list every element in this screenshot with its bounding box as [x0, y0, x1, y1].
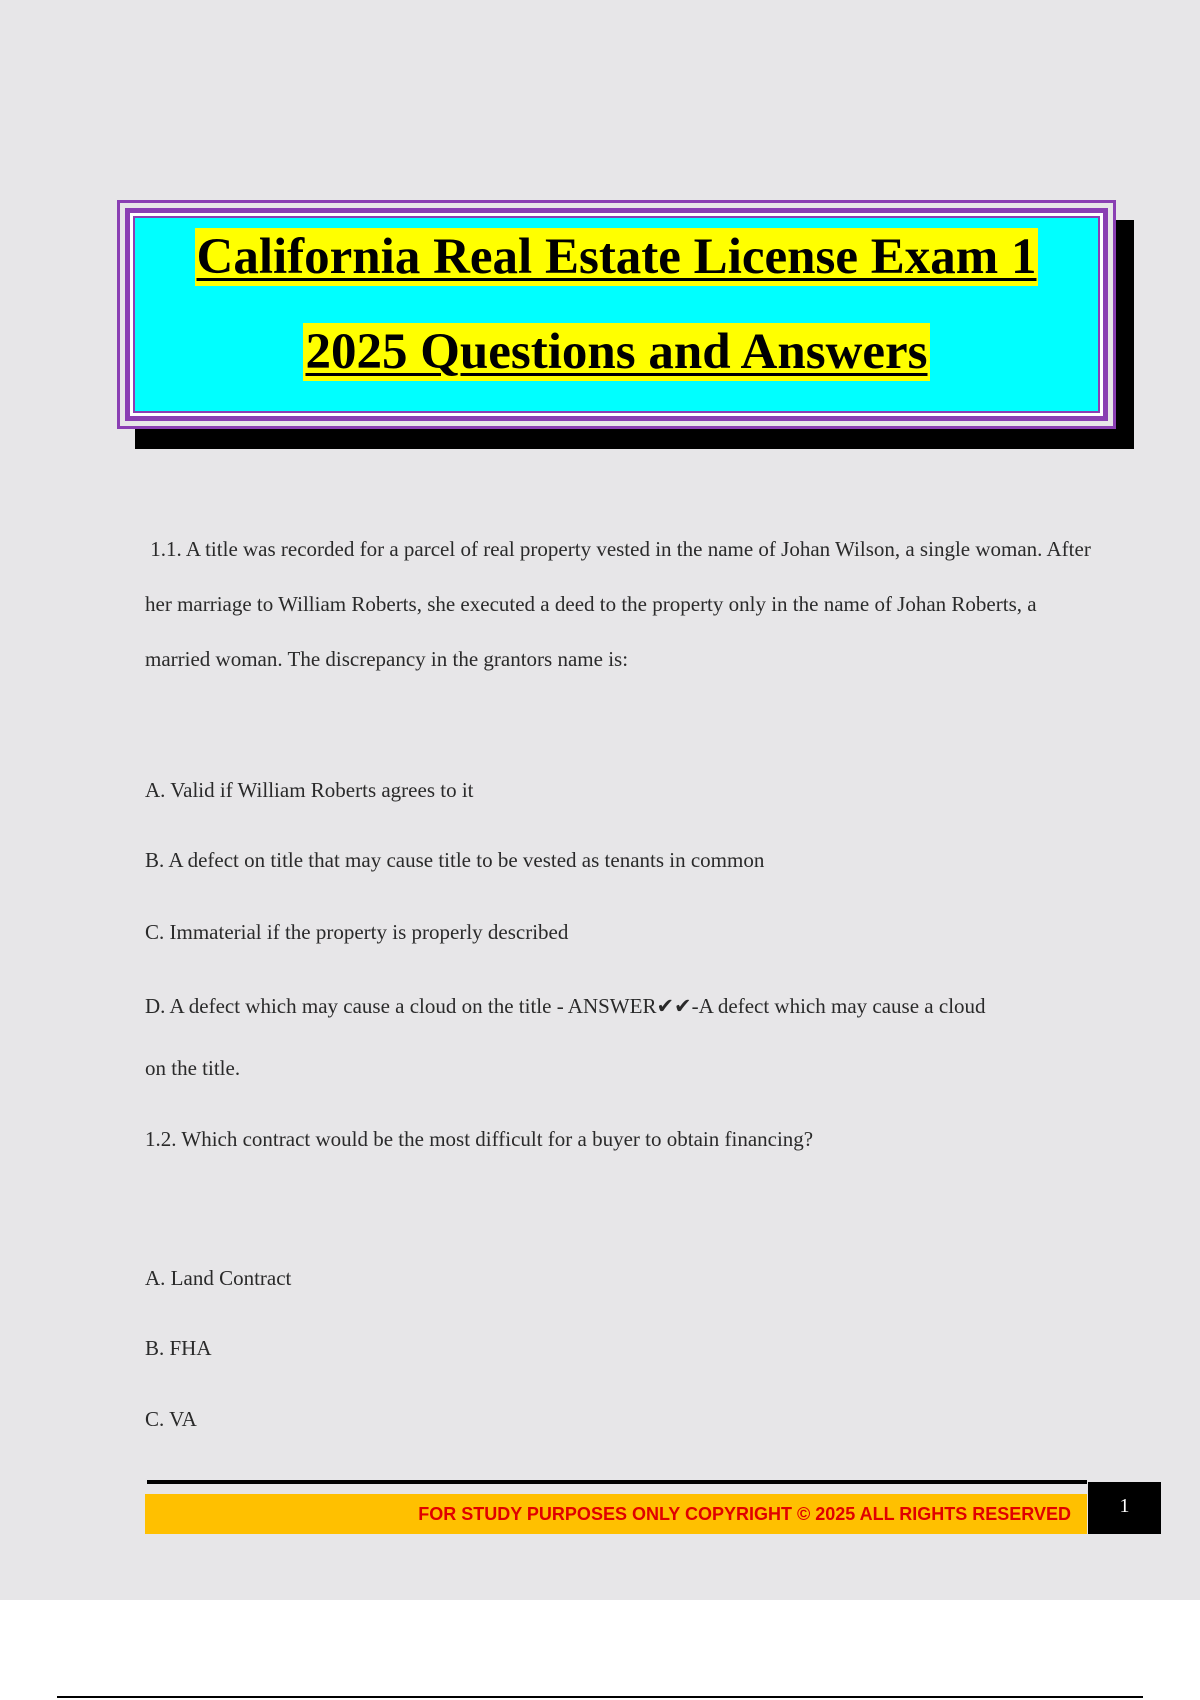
footer-copyright-bar: FOR STUDY PURPOSES ONLY COPYRIGHT © 2025 ALL RIGHTS RESERVED: [145, 1494, 1087, 1534]
page-number: 1: [1088, 1482, 1161, 1534]
question-text: A title was recorded for a parcel of real property vested in the name of Johan Wilson, a single woman. After her marriage to William Roberts, she executed a deed to the property only in the name of Johan Roberts, a married woman. The discrepancy in the grantors name is:: [145, 537, 1091, 671]
question-1-1-option-c: C. Immaterial if the property is properly described: [145, 920, 569, 944]
title-box-inner: [125, 208, 1108, 421]
question-1-2-option-c: C. VA: [145, 1407, 197, 1431]
next-page-rule: [57, 1696, 1143, 1698]
document-title-line-2: 2025 Questions and Answers: [305, 324, 928, 380]
question-1-2-option-a: A. Land Contract: [145, 1266, 292, 1290]
document-title-line-1: California Real Estate License Exam 1: [196, 229, 1037, 285]
question-number: 1.2.: [145, 1127, 177, 1151]
question-1-1-option-d: D. A defect which may cause a cloud on the title - ANSWER✔✔-A defect which may cause a cloud: [145, 994, 986, 1018]
question-1-1-option-b: B. A defect on title that may cause title to be vested as tenants in common: [145, 848, 765, 872]
title-box: [117, 200, 1116, 429]
question-1-1-answer-continuation: on the title.: [145, 1056, 241, 1080]
question-1-2-prompt: [145, 1127, 1095, 1152]
footer-rule: [147, 1480, 1087, 1484]
question-text: Which contract would be the most difficult for a buyer to obtain financing?: [181, 1127, 814, 1151]
question-1-2-option-b: B. FHA: [145, 1336, 212, 1360]
title-box-fill: [133, 216, 1100, 413]
question-1-1-prompt: [145, 522, 1095, 687]
question-1-1-option-a: A. Valid if William Roberts agrees to it: [145, 778, 474, 802]
question-number: 1.1.: [150, 537, 182, 561]
